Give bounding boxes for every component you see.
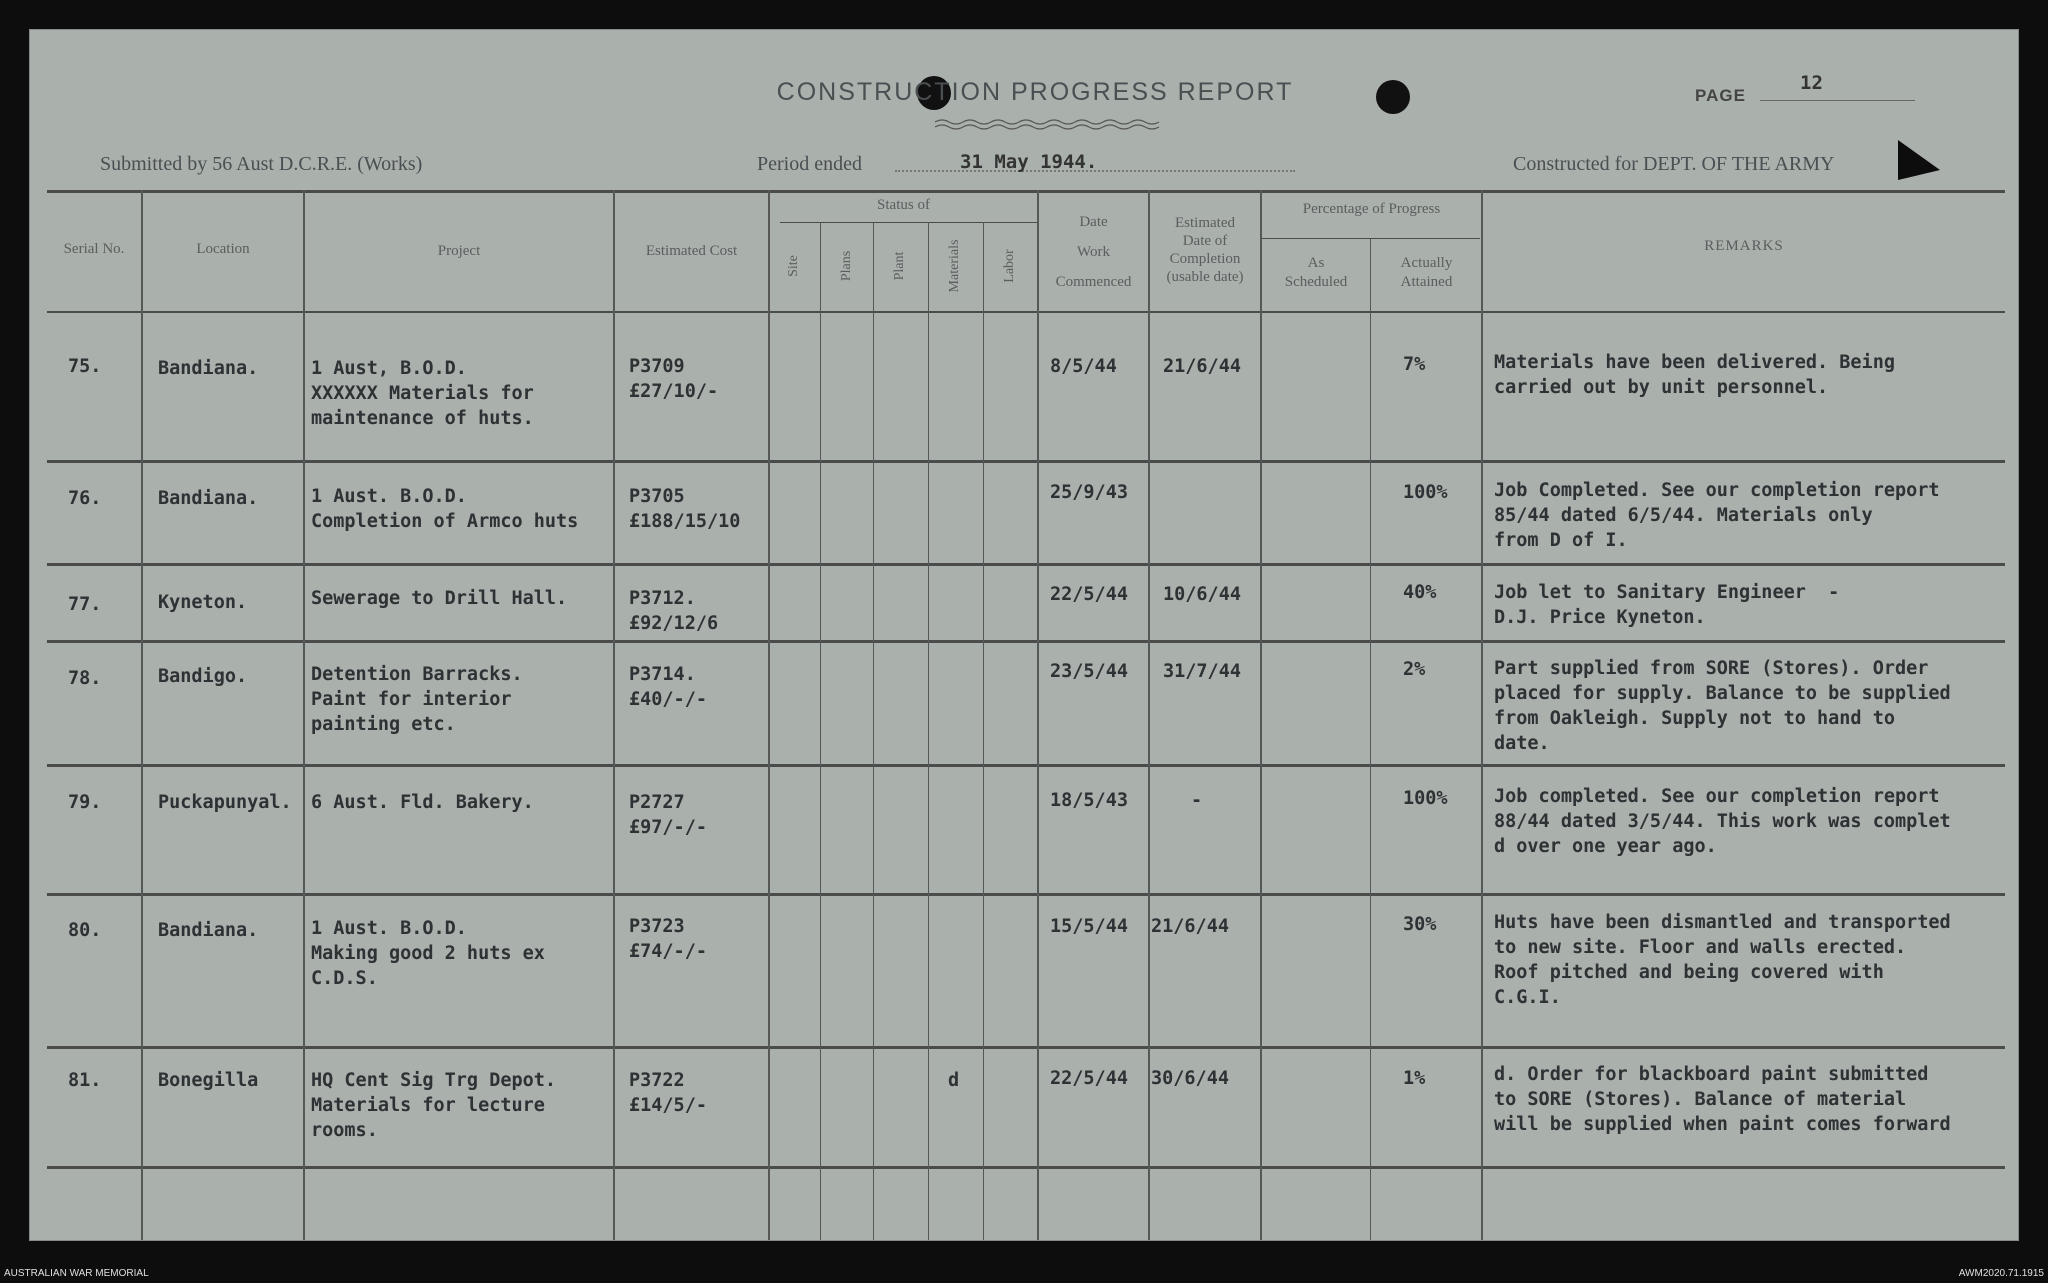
row-commenced: 8/5/44 <box>1050 356 1117 377</box>
row-cost: P3705 £188/15/10 <box>629 486 741 532</box>
header-percentage-group: Percentage of Progress <box>1302 201 1441 217</box>
row-remarks: Job completed. See our completion report 88/44 dated 3/5/44. This work was complet d over one year ago. <box>1494 786 1951 857</box>
page-number-line <box>1760 100 1915 101</box>
header-labor: Labor <box>1002 249 1017 283</box>
row-cost: P3723 £74/-/- <box>629 916 707 962</box>
row-attained: 30% <box>1403 914 1437 935</box>
row-attained: 1% <box>1403 1068 1426 1089</box>
page-number: 12 <box>1800 72 1823 94</box>
header-estimated-completion: Estimated Date of Completion (usable date) <box>1166 215 1244 285</box>
row-project: Detention Barracks. Paint for interior painting etc. <box>311 664 523 735</box>
header-plans: Plans <box>839 250 854 282</box>
row-cost: P3714. £40/-/- <box>629 664 707 710</box>
submitted-by: Submitted by 56 Aust D.C.R.E. (Works) <box>100 153 423 175</box>
row-location: Puckapunyal. <box>158 792 292 813</box>
row-remarks: d. Order for blackboard paint submitted to SORE (Stores). Balance of material will be supplied when paint comes forward <box>1494 1064 1951 1135</box>
period-value: 31 May 1944. <box>960 151 1098 173</box>
row-project: 1 Aust, B.O.D. XXXXXX Materials for maintenance of huts. <box>311 358 534 429</box>
row-divider <box>47 764 2005 767</box>
row-location: Bandiana. <box>158 358 259 379</box>
report-title: CONSTRUCTION PROGRESS REPORT <box>776 78 1294 106</box>
row-project: 1 Aust. B.O.D. Making good 2 huts ex C.D.S. <box>311 918 545 989</box>
row-divider <box>47 893 2005 896</box>
row-location: Kyneton. <box>158 592 248 613</box>
col-rule <box>928 222 929 1240</box>
header-bottom-rule <box>47 311 2005 313</box>
row-serial: 78. <box>68 668 102 689</box>
row-location: Bandigo. <box>158 666 248 687</box>
col-rule <box>1481 190 1483 1240</box>
header-remarks: REMARKS <box>1704 238 1784 254</box>
status-group-rule <box>780 222 1037 223</box>
row-attained: 2% <box>1403 659 1426 680</box>
col-rule <box>983 222 984 1240</box>
row-commenced: 22/5/44 <box>1050 584 1128 605</box>
row-commenced: 25/9/43 <box>1050 482 1128 503</box>
row-commenced: 15/5/44 <box>1050 916 1128 937</box>
footer-source: AUSTRALIAN WAR MEMORIAL <box>4 1268 149 1279</box>
row-remarks: Huts have been dismantled and transported to new site. Floor and walls erected. Roof pitched and being covered with C.G.I. <box>1494 912 1951 1008</box>
col-rule <box>768 190 770 1240</box>
header-plant: Plant <box>892 251 907 281</box>
row-attained: 100% <box>1403 482 1448 503</box>
constructed-for: Constructed for DEPT. OF THE ARMY <box>1513 153 1835 175</box>
row-remarks: Part supplied from SORE (Stores). Order placed for supply. Balance to be supplied from Oakleigh. Supply not to hand to date. <box>1494 658 1951 754</box>
col-rule <box>141 190 143 1240</box>
row-serial: 80. <box>68 920 102 941</box>
row-divider <box>47 563 2005 566</box>
row-divider <box>47 460 2005 463</box>
paper-tear <box>1898 140 1940 180</box>
col-rule <box>820 222 821 1240</box>
row-remarks: Materials have been delivered. Being carried out by unit personnel. <box>1494 352 1895 398</box>
col-rule <box>1260 190 1262 1240</box>
row-project: 1 Aust. B.O.D. Completion of Armco huts <box>311 486 579 532</box>
period-label: Period ended <box>757 153 862 175</box>
header-serial: Serial No. <box>63 241 125 257</box>
header-status-group: Status of <box>877 197 930 213</box>
row-cost: P3712. £92/12/6 <box>629 588 719 634</box>
header-project: Project <box>437 243 481 259</box>
footer-accession: AWM2020.71.1915 <box>1958 1268 2044 1279</box>
header-estimated-cost: Estimated Cost <box>645 243 738 259</box>
header-actually-attained: Actually Attained <box>1400 255 1453 290</box>
row-cost: P2727 £97/-/- <box>629 792 707 838</box>
page-label: PAGE <box>1695 86 1746 105</box>
row-serial: 81. <box>68 1070 102 1091</box>
row-commenced: 22/5/44 <box>1050 1068 1128 1089</box>
table-top-rule <box>47 190 2005 193</box>
row-remarks: Job let to Sanitary Engineer - D.J. Price Kyneton. <box>1494 582 1840 628</box>
row-divider <box>47 640 2005 643</box>
row-completion: 10/6/44 <box>1163 584 1241 605</box>
row-cost: P3722 £14/5/- <box>629 1070 707 1116</box>
row-commenced: 23/5/44 <box>1050 661 1128 682</box>
col-rule <box>1148 190 1150 1240</box>
col-rule <box>303 190 305 1240</box>
col-rule <box>1370 238 1371 1240</box>
row-attained: 100% <box>1403 788 1448 809</box>
col-rule <box>1037 190 1039 1240</box>
row-completion: - <box>1191 790 1203 811</box>
pct-group-rule <box>1262 238 1480 239</box>
header-location: Location <box>196 241 250 257</box>
row-serial: 77. <box>68 594 102 615</box>
row-serial: 79. <box>68 792 102 813</box>
row-project: 6 Aust. Fld. Bakery. <box>311 792 534 813</box>
title-underline-ornament <box>935 118 1160 130</box>
row-cost: P3709 £27/10/- <box>629 356 719 402</box>
col-rule <box>613 190 615 1240</box>
row-completion: 21/6/44 <box>1151 916 1229 937</box>
header-site: Site <box>786 255 801 277</box>
row-completion: 21/6/44 <box>1163 356 1241 377</box>
row-serial: 76. <box>68 488 102 509</box>
row-remarks: Job Completed. See our completion report 85/44 dated 6/5/44. Materials only from D of I. <box>1494 480 1940 551</box>
row-materials: d <box>948 1070 960 1091</box>
row-completion: 30/6/44 <box>1151 1068 1229 1089</box>
row-location: Bandiana. <box>158 920 259 941</box>
header-materials: Materials <box>947 239 962 293</box>
row-attained: 40% <box>1403 582 1437 603</box>
header-date-commenced: Date Work Commenced <box>1055 214 1132 290</box>
row-project: Sewerage to Drill Hall. <box>311 588 568 609</box>
row-completion: 31/7/44 <box>1163 661 1241 682</box>
punch-hole-right <box>1376 80 1410 114</box>
row-divider <box>47 1166 2005 1169</box>
col-rule <box>873 222 874 1240</box>
row-attained: 7% <box>1403 354 1426 375</box>
row-serial: 75. <box>68 356 102 377</box>
row-commenced: 18/5/43 <box>1050 790 1128 811</box>
row-divider <box>47 1046 2005 1049</box>
row-location: Bonegilla <box>158 1070 259 1091</box>
row-project: HQ Cent Sig Trg Depot. Materials for lecture rooms. <box>311 1070 557 1141</box>
header-as-scheduled: As Scheduled <box>1284 255 1348 290</box>
row-location: Bandiana. <box>158 488 259 509</box>
